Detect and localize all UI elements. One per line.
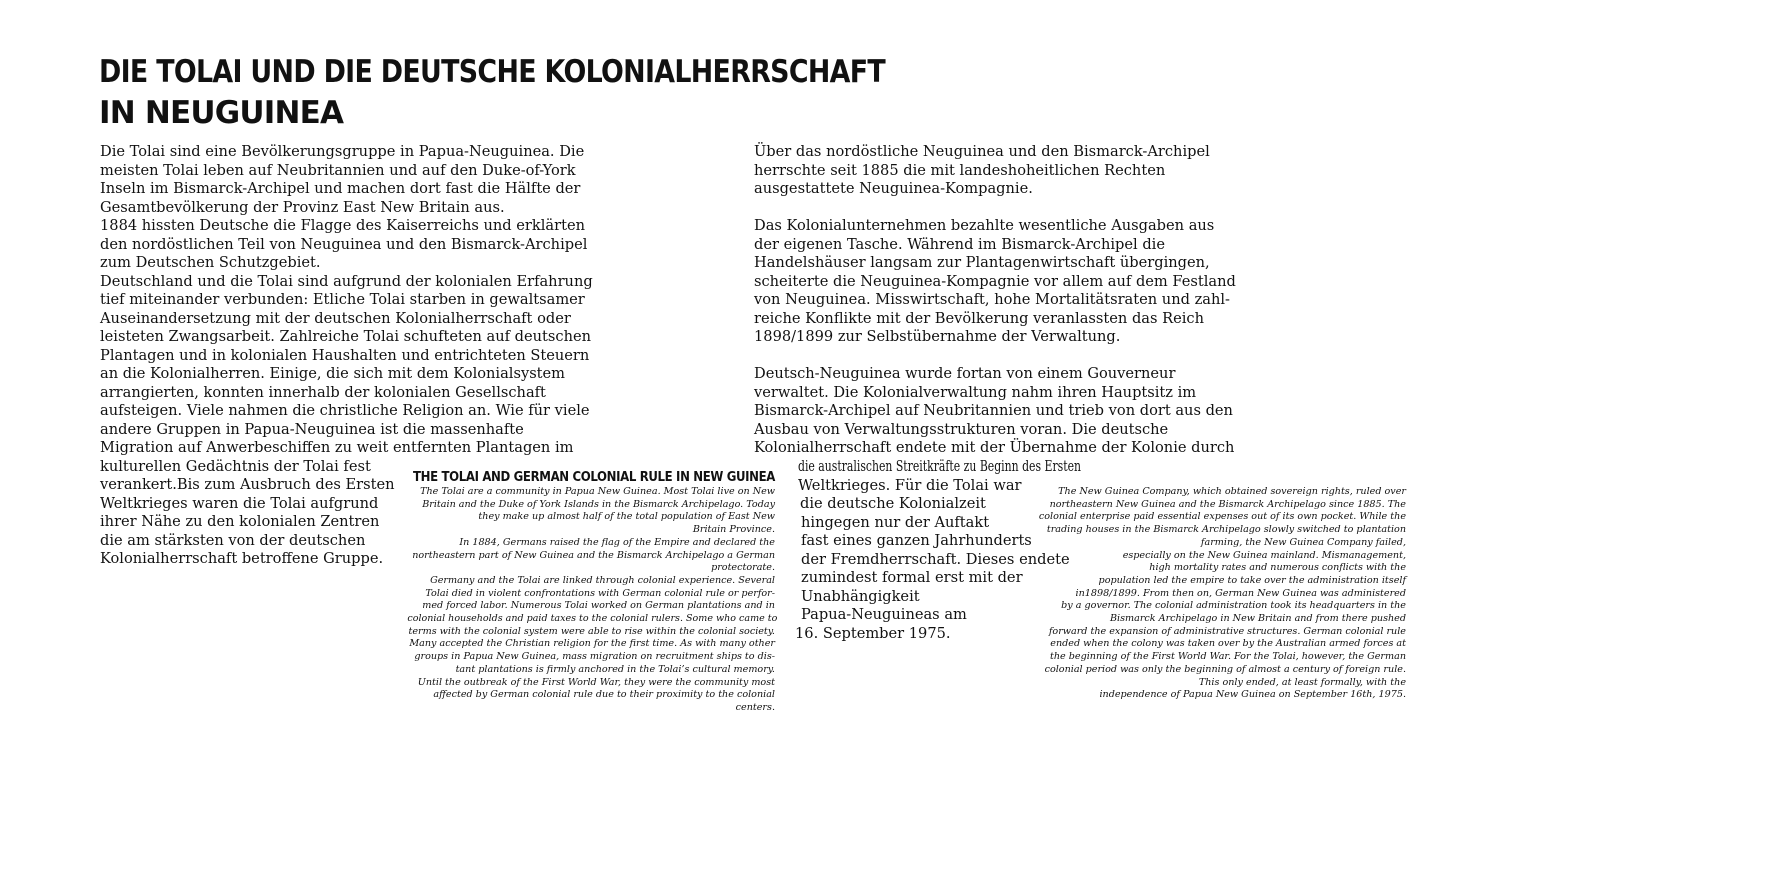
- text-line: med forced labor. Numerous Tolai worked on German plantations and in: [422, 600, 775, 612]
- text-line: tief miteinander verbunden: Etliche Tolai starben in gewaltsamer: [100, 291, 585, 308]
- text-line: 16. September 1975.: [795, 624, 951, 642]
- text-line: groups in Papua New Guinea, mass migration on recruitment ships to dis-: [414, 651, 775, 663]
- text-line: colonial period was only the beginning of almost a century of foreign rule.: [1044, 663, 1406, 675]
- text-line: forward the expansion of administrative structures. German colonial rule: [1048, 625, 1406, 637]
- text-line: den nordöstlichen Teil von Neuguinea und den Bismarck-Archipel: [100, 235, 588, 253]
- text-line: Germany and the Tolai are linked through colonial experience. Several: [430, 574, 775, 586]
- text-line: die australischen Streitkräfte zu Beginn des Ersten: [798, 458, 1081, 475]
- text-line: Gesamtbevölkerung der Provinz East New Britain aus.: [100, 198, 505, 216]
- text-line: Britain Province.: [692, 524, 775, 536]
- text-line: ended when the colony was taken over by the Australian armed forces at: [1050, 638, 1406, 650]
- text-line: independence of Papua New Guinea on September 16th, 1975.: [1099, 689, 1406, 701]
- text-line: northeastern New Guinea and the Bismarck Archipelago since 1885. The: [1049, 498, 1406, 510]
- text-line: arrangierten, konnten innerhalb der kolonialen Gesellschaft: [100, 383, 546, 401]
- text-line: terms with the colonial system were able to rise within the colonial society.: [408, 625, 775, 637]
- text-line: Many accepted the Christian religion for the first time. As with many other: [409, 638, 775, 650]
- page-title: [99, 52, 1006, 134]
- text-line: Migration auf Anwerbeschiffen zu weit entfernten Plantagen im: [100, 439, 574, 456]
- text-line: ihrer Nähe zu den kolonialen Zentren: [100, 513, 380, 530]
- text-line: aufsteigen. Viele nahmen die christliche Religion an. Wie für viele: [100, 402, 590, 419]
- text-line: high mortality rates and numerous conflicts with the: [1149, 562, 1406, 574]
- text-line: In 1884, Germans raised the flag of the Empire and declared the: [459, 536, 775, 548]
- text-line: andere Gruppen in Papua-Neuguinea ist die massenhafte: [100, 420, 524, 438]
- title-line-2: IN NEUGUINEA: [99, 95, 344, 131]
- german-text-right: [754, 143, 1236, 458]
- text-line: Plantagen und in kolonialen Haushalten und entrichteten Steuern: [100, 346, 590, 364]
- text-line: Tolai died in violent confrontations with German colonial rule or perfor-: [425, 587, 775, 599]
- text-line: by a governor. The colonial administration took its headquarters in the: [1061, 600, 1406, 612]
- text-line: The New Guinea Company, which obtained sovereign rights, ruled over: [1058, 486, 1406, 497]
- text-line: Until the outbreak of the First World War, they were the community most: [417, 676, 775, 688]
- text-line: Inseln im Bismarck-Archipel und machen dort fast die Hälfte der: [100, 180, 581, 197]
- text-line: Bismarck-Archipel auf Neubritannien und trieb von dort aus den: [754, 402, 1233, 419]
- text-line: the beginning of the First World War. For the Tolai, however, the German: [1049, 651, 1406, 663]
- title-line-1: DIE TOLAI UND DIE DEUTSCHE KOLONIALHERRSCHAFT: [99, 54, 885, 90]
- text-line: Weltkrieges waren die Tolai aufgrund: [100, 494, 379, 512]
- text-line: die deutsche Kolonialzeit: [800, 495, 986, 512]
- text-line: Auseinandersetzung mit der deutschen Kolonialherrschaft oder: [100, 309, 571, 327]
- text-line: verankert.Bis zum Ausbruch des Ersten: [100, 476, 395, 493]
- text-line: ausgestattete Neuguinea-Kompagnie.: [754, 180, 1033, 197]
- text-line: centers.: [735, 701, 775, 713]
- text-line: colonial enterprise paid essential expenses out of its own pocket. While the: [1038, 511, 1406, 523]
- text-line: die am stärksten von der deutschen: [100, 531, 366, 549]
- text-line: This only ended, at least formally, with the: [1198, 676, 1406, 688]
- text-line: protectorate.: [711, 562, 775, 574]
- text-line: Deutsch-Neuguinea wurde fortan von einem Gouverneur: [754, 365, 1176, 382]
- text-line: 1884 hissten Deutsche die Flagge des Kaiserreichs und erklärten: [100, 217, 585, 234]
- text-line: scheiterte die Neuguinea-Kompagnie vor allem auf dem Festland: [754, 272, 1236, 290]
- text-line: Ausbau von Verwaltungsstrukturen voran. Die deutsche: [754, 420, 1169, 438]
- text-line: trading houses in the Bismarck Archipelago slowly switched to plantation: [1046, 524, 1406, 536]
- text-line: farming, the New Guinea Company failed,: [1200, 536, 1406, 548]
- english-text-left: [405, 486, 778, 715]
- text-line: leisteten Zwangsarbeit. Zahlreiche Tolai schufteten auf deutschen: [100, 328, 592, 345]
- text-line: der eigenen Tasche. Während im Bismarck-Archipel die: [754, 235, 1165, 253]
- text-line: der Fremdherrschaft. Dieses endete: [801, 550, 1070, 568]
- text-line: colonial households and paid taxes to the colonial rulers. Some who came to: [407, 613, 778, 625]
- text-line: reiche Konflikte mit der Bevölkerung veranlassten das Reich: [754, 309, 1204, 327]
- text-line: verwaltet. Die Kolonialverwaltung nahm ihren Hauptsitz im: [754, 383, 1197, 401]
- english-text-right: [1036, 486, 1406, 702]
- text-line: von Neuguinea. Misswirtschaft, hohe Mortalitätsraten und zahl-: [754, 291, 1230, 308]
- text-line: Handelshäuser langsam zur Plantagenwirtschaft übergingen,: [754, 254, 1210, 271]
- text-line: kulturellen Gedächtnis der Tolai fest: [100, 457, 371, 475]
- text-line: zumindest formal erst mit der: [801, 569, 1023, 586]
- english-title: THE TOLAI AND GERMAN COLONIAL RULE IN NEW GUINEA: [413, 470, 775, 485]
- text-line: Weltkrieges. Für die Tolai war: [798, 476, 1022, 494]
- text-line: affected by German colonial rule due to their proximity to the colonial: [433, 689, 775, 701]
- text-line: they make up almost half of the total population of East New: [478, 511, 775, 523]
- text-line: Das Kolonialunternehmen bezahlte wesentliche Ausgaben aus: [754, 217, 1215, 234]
- text-line: Deutschland und die Tolai sind aufgrund der kolonialen Erfahrung: [100, 272, 593, 290]
- text-line: hingegen nur der Auftakt: [801, 513, 990, 531]
- text-line: Papua-Neuguineas am: [801, 606, 967, 623]
- text-line: 1898/1899 zur Selbstübernahme der Verwaltung.: [754, 328, 1121, 345]
- text-line: herrschte seit 1885 die mit landeshoheitlichen Rechten: [754, 161, 1166, 179]
- text-line: Die Tolai sind eine Bevölkerungsgruppe in Papua-Neuguinea. Die: [100, 143, 585, 160]
- text-line: Unabhängigkeit: [801, 587, 920, 605]
- text-line: Bismarck Archipelago in New Britain and from there pushed: [1109, 613, 1406, 625]
- text-line: zum Deutschen Schutzgebiet.: [100, 254, 321, 271]
- text-line: population led the empire to take over the administration itself: [1098, 574, 1406, 586]
- text-line: The Tolai are a community in Papua New Guinea. Most Tolai live on New: [420, 486, 775, 497]
- text-line: meisten Tolai leben auf Neubritannien und auf den Duke-of-York: [100, 161, 576, 179]
- text-line: Kolonialherrschaft betroffene Gruppe.: [100, 550, 384, 567]
- text-line: Kolonialherrschaft endete mit der Übernahme der Kolonie durch: [754, 439, 1235, 456]
- text-line: in1898/1899. From then on, German New Guinea was administered: [1075, 587, 1406, 599]
- text-line: tant plantations is firmly anchored in the Tolai’s cultural memory.: [455, 663, 775, 675]
- text-line: fast eines ganzen Jahrhunderts: [801, 532, 1032, 549]
- text-line: especially on the New Guinea mainland. Mismanagement,: [1122, 549, 1406, 561]
- text-line: northeastern part of New Guinea and the Bismarck Archipelago a German: [412, 549, 775, 561]
- text-line: Britain and the Duke of York Islands in the Bismarck Archipelago. Today: [422, 498, 775, 510]
- text-line: Über das nordöstliche Neuguinea und den Bismarck-Archipel: [754, 143, 1210, 160]
- text-line: an die Kolonialherren. Einige, die sich mit dem Kolonialsystem: [100, 365, 566, 382]
